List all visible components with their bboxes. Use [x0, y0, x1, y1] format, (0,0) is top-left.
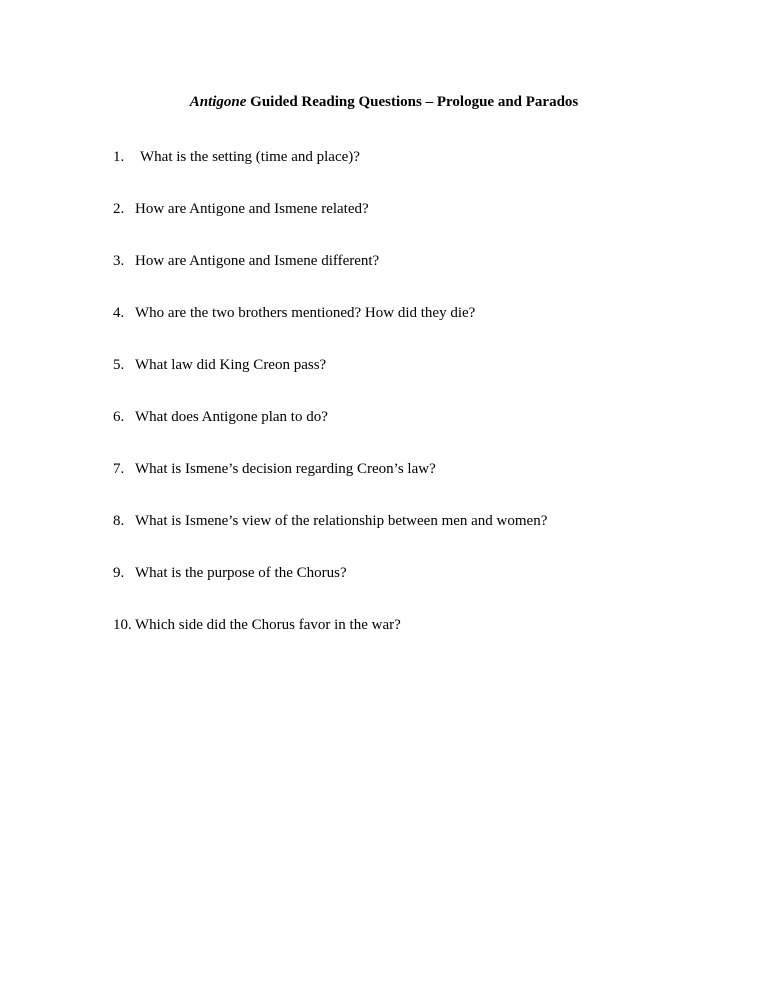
- question-item: [113, 355, 547, 407]
- question-number: 3.: [113, 253, 125, 269]
- question-item: [113, 511, 547, 563]
- question-number: 10.: [113, 617, 132, 633]
- question-number: 7.: [113, 461, 125, 477]
- question-text: How are Antigone and Ismene related?: [135, 201, 369, 217]
- question-text: What is the purpose of the Chorus?: [135, 565, 347, 581]
- question-number: 1.: [113, 149, 125, 165]
- question-text: How are Antigone and Ismene different?: [135, 253, 380, 269]
- question-number: 4.: [113, 305, 125, 321]
- question-number: 5.: [113, 357, 125, 373]
- title-italic: Antigone: [189, 94, 247, 110]
- question-item: [113, 563, 547, 615]
- title-rest: Guided Reading Questions – Prologue and Parados: [246, 94, 579, 110]
- question-text: What does Antigone plan to do?: [135, 409, 328, 425]
- question-text: What is Ismene’s decision regarding Creon’s law?: [135, 461, 436, 477]
- question-item: [113, 303, 547, 355]
- question-text: What law did King Creon pass?: [135, 357, 327, 373]
- question-number: 9.: [113, 565, 125, 581]
- page-title: [0, 92, 768, 112]
- question-item: [113, 251, 547, 303]
- question-number: 6.: [113, 409, 125, 425]
- question-number: 8.: [113, 513, 125, 529]
- question-item: [113, 199, 547, 251]
- question-text: What is the setting (time and place)?: [140, 149, 360, 165]
- question-item: [113, 147, 547, 199]
- question-list: [113, 147, 547, 667]
- question-item: [113, 615, 547, 667]
- question-item: [113, 459, 547, 511]
- question-number: 2.: [113, 201, 125, 217]
- question-text: Which side did the Chorus favor in the war?: [135, 617, 401, 633]
- question-item: [113, 407, 547, 459]
- question-text: What is Ismene’s view of the relationship between men and women?: [135, 513, 548, 529]
- question-text: Who are the two brothers mentioned? How did they die?: [135, 305, 476, 321]
